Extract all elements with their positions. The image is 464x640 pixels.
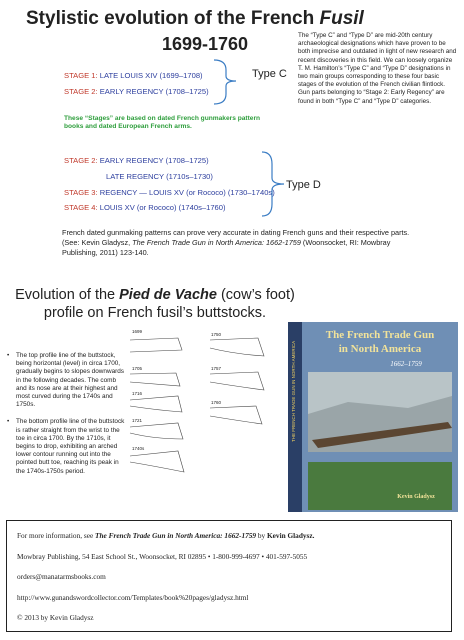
section-title — [10, 286, 300, 322]
stages-note: These “Stages” are based on dated French gunmakers pattern books and dated European French arms. — [64, 115, 261, 131]
info-author: Kevin Gladysz. — [267, 531, 315, 540]
book-years: 1662–1759 — [390, 360, 422, 368]
bullet-item: • The bottom profile line of the buttstock is rather straight from the wrist to the toe in circa 1700. By the 1710s, it begins to drop, exhibiting an arched lower contour running out into the pointed butt toe, reaching its peak in the 1740s-1750s period. — [6, 418, 126, 475]
book-cover — [288, 322, 458, 512]
section-title-line1: Evolution of the Pied de Vache (cow’s foot) — [15, 287, 295, 303]
stage-c-2: STAGE 2: EARLY REGENCY (1708–1725) — [64, 87, 209, 96]
profile-1721 — [130, 423, 183, 439]
profile-label: 1760 — [211, 400, 222, 405]
profile-1760 — [210, 406, 262, 424]
profile-label: 1716 — [132, 391, 143, 396]
profile-label: 1705 — [132, 366, 143, 371]
buttstock-profiles — [126, 326, 272, 526]
type-note: The “Type C” and “Type D” are mid-20th century archaeological designations which have proven to be both imprecise and outdated in light of new research and recent discoveries in this field. We can loosely organize T. M. Hamilton’s “Type C” and “Type D” designations in two main groups corresponding to these four basic stages of the evolution of the French civilian flintlock. Gun parts belonging to “Stage 2: Early Regency” are found in both “Type C” and “Type D” categories. — [298, 32, 457, 105]
title-emphasis: Fusil — [319, 8, 364, 29]
profile-1699 — [130, 338, 182, 352]
title-years: 1699-1760 — [161, 34, 249, 54]
book-title-line2: in North America — [338, 343, 422, 355]
book-spine: THE FRENCH TRADE GUN IN NORTH AMERICA — [291, 340, 296, 442]
profile-label: 1757 — [211, 366, 222, 371]
dating-paragraph: French dated gunmaking patterns can prove very accurate in dating French guns and their respective parts. (See: Kevin Gladysz, The French Trade Gun in North America: 1662-1759 (Woonsocket, RI: Mowbray Publishing, 2011) 123-140. — [62, 228, 410, 257]
type-d-label: Type D — [286, 179, 321, 191]
page-title — [26, 8, 364, 30]
profile-1716 — [130, 396, 182, 412]
profile-1705 — [130, 373, 180, 386]
info-line-1: For more information, see The French Trade Gun in North America: 1662-1759 by Kevin Gladysz. — [17, 531, 315, 540]
bullet-list — [6, 352, 126, 485]
title-text: Stylistic evolution of the French — [26, 8, 320, 29]
profile-1750 — [210, 338, 264, 356]
profile-1740s — [130, 451, 184, 472]
profile-label: 1721 — [132, 418, 143, 423]
info-book-title: The French Trade Gun in North America: 1662-1759 — [95, 531, 257, 540]
info-box — [6, 520, 452, 632]
profile-label: 1750 — [211, 332, 222, 337]
book-cover-art — [288, 322, 458, 512]
info-email-link[interactable]: orders@manatarmsbooks.com — [17, 572, 106, 581]
section-title-line2: profile on French fusil’s buttstocks. — [43, 305, 267, 321]
profile-label: 1699 — [132, 329, 143, 334]
book-citation: The French Trade Gun in North America: 1662-1759 — [132, 238, 301, 247]
stage-d-1: STAGE 2: EARLY REGENCY (1708–1725) — [64, 156, 209, 165]
profile-1757 — [210, 372, 264, 390]
stage-c-1: STAGE 1: LATE LOUIS XIV (1699–1708) — [64, 71, 203, 80]
bullet-item: • The top profile line of the buttstock, being horizontal (level) in circa 1700, gradually begins to slopes downwards in the following decades. The comb and its nose are at their highest and most curved during the 1740s and 1750s. — [6, 352, 126, 409]
stage-d-4: STAGE 4: LOUIS XV (or Rococo) (1740s–1760) — [64, 203, 226, 212]
profile-label: 1740s — [132, 446, 145, 451]
book-author: Kevin Gladysz — [397, 494, 435, 500]
type-c-label: Type C — [252, 68, 287, 80]
info-address: Mowbray Publishing, 54 East School St., Woonsocket, RI 02895 • 1-800-999-4697 • 401-597-5055 — [17, 552, 308, 561]
type-c-bracket — [212, 58, 252, 106]
stage-d-3: STAGE 3: REGENCY — LOUIS XV (or Rococo) (1730–1740s) — [64, 188, 275, 197]
stage-d-2: LATE REGENCY (1710s–1730) — [106, 172, 213, 181]
book-title-line1: The French Trade Gun — [325, 329, 435, 341]
copyright: © 2013 by Kevin Gladysz — [17, 613, 94, 622]
info-url-link[interactable]: http://www.gunandswordcollector.com/Templates/book%20pages/gladysz.html — [17, 593, 249, 602]
